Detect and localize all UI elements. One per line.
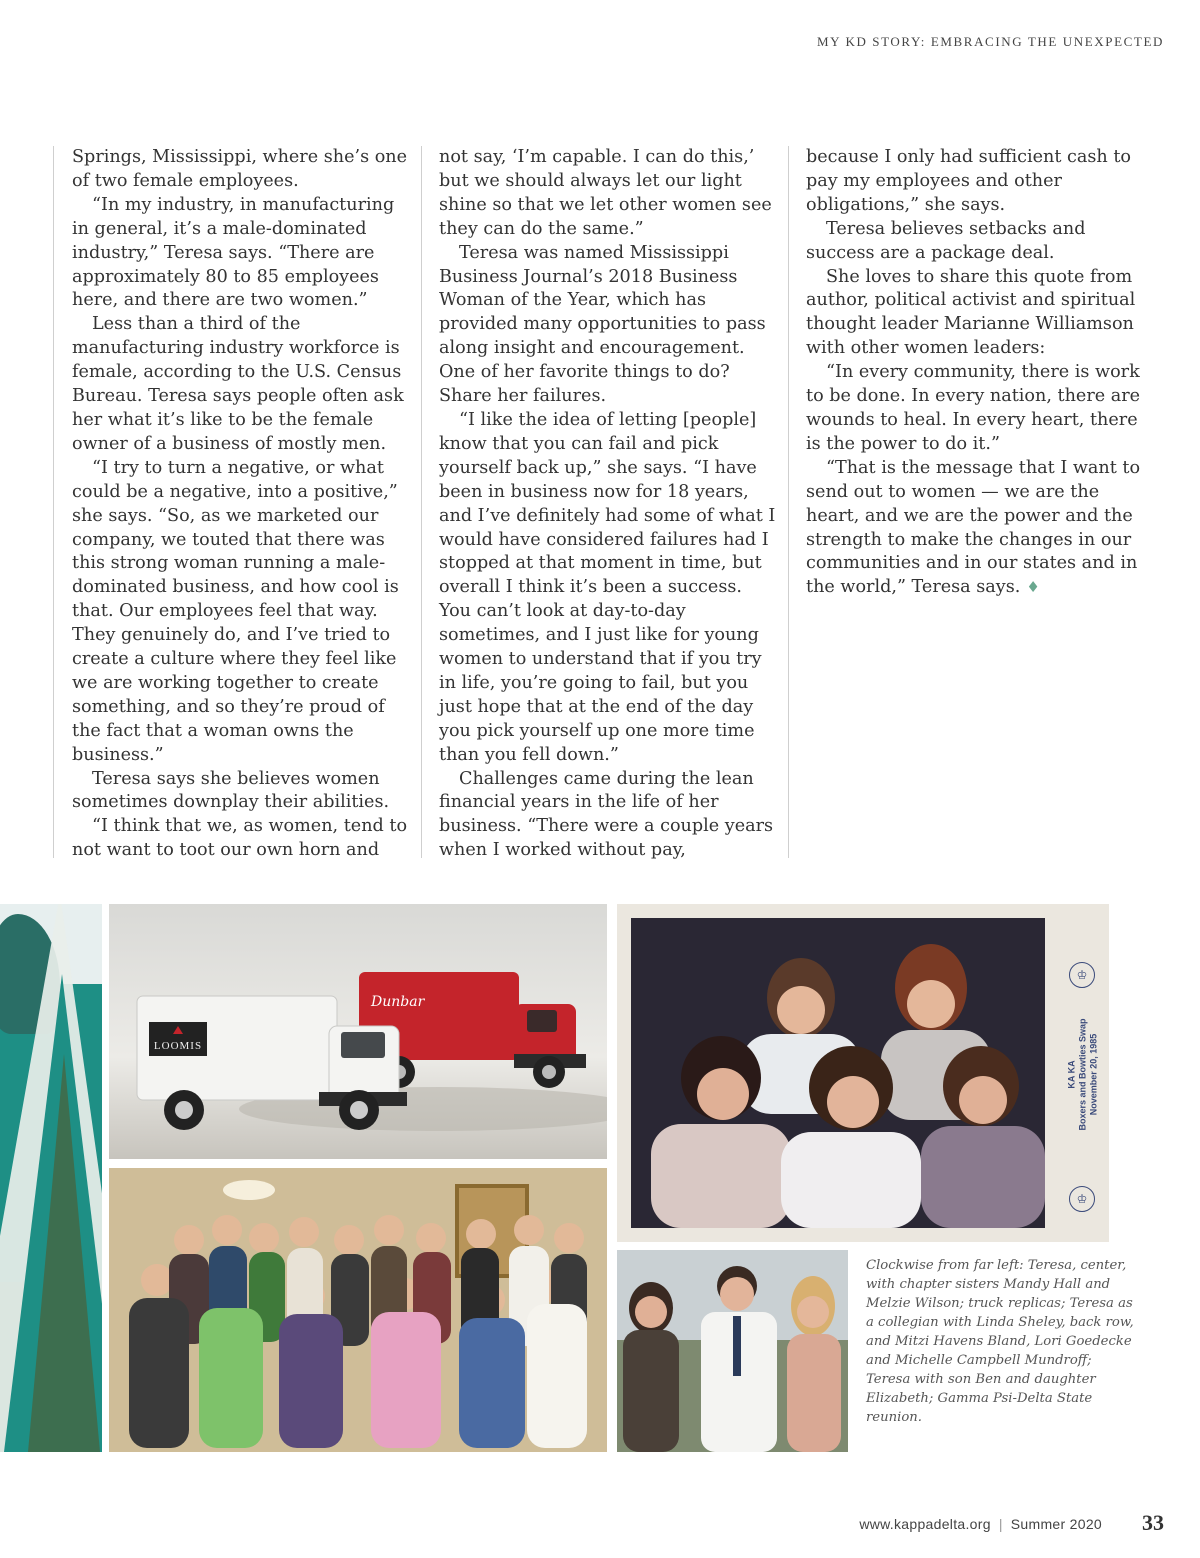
running-head: MY KD STORY: EMBRACING THE UNEXPECTED — [816, 34, 1164, 49]
article-paragraph: “I think that we, as women, tend to not want to toot our own horn and — [72, 816, 408, 861]
photo-caption: Clockwise from far left: Teresa, center, with chapter sisters Mandy Hall and Melzie Wilson; truck replicas; Teresa as a collegian with Linda Sheley, back row, and Mitzi Havens Bland, Lori Goedecke and Michelle Campbell Mundroff; Teresa with son Ben and daughter Elizabeth; Gamma Psi-Delta State reunion. — [866, 1258, 1134, 1425]
article-column-2 — [439, 146, 779, 863]
page-footer — [0, 1498, 1200, 1558]
page-number: 33 — [1142, 1510, 1164, 1535]
crest-icon: ♔ — [1069, 1186, 1095, 1212]
photo-teresa-chapter-sisters — [0, 904, 102, 1452]
vintage-label-line1: KA KA — [1066, 1059, 1077, 1089]
photo-teresa-with-children — [617, 1250, 848, 1452]
article-column-3 — [806, 146, 1146, 600]
article-paragraph-text: “That is the message that I want to send out to women — we are the heart, and we are the power and the strength to make the changes in our communities and in our states and in the world,” Teresa says. — [806, 457, 1141, 598]
footer-url[interactable]: www.kappadelta.org — [859, 1516, 991, 1532]
article-paragraph — [806, 457, 1146, 600]
truck-white-label: LOOMIS — [153, 1040, 203, 1052]
article-paragraph: not say, ‘I’m capable. I can do this,’ but we should always let our light shine so that we let other women see they can do the same.” — [439, 147, 772, 239]
article-paragraph: “I try to turn a negative, or what could be a negative, into a positive,” she says. “So, as we marketed our company, we touted that there was this strong woman running a male-dominated business, and how cool is that. Our employees feel that way. They genuinely do, and I’ve tried to create a culture where they feel like we are working together to create something, and so they’re proud of the fact that a woman owns the business.” — [72, 457, 399, 765]
article-paragraph: because I only had sufficient cash to pay my employees and other obligations,” she says. — [806, 147, 1132, 215]
article-paragraph: She loves to share this quote from author, political activist and spiritual thought leader Marianne Williamson with other women leaders: — [806, 266, 1136, 359]
photo-truck-replicas — [109, 904, 607, 1159]
column-rule — [421, 146, 422, 858]
article-column-1 — [72, 146, 412, 863]
photo-gamma-psi-reunion — [109, 1168, 607, 1452]
vintage-photo-label — [1067, 974, 1099, 1174]
article-paragraph: Challenges came during the lean financial years in the life of her business. “There were a couple years when I worked without pay, — [439, 768, 774, 861]
crest-icon: ♔ — [1069, 962, 1095, 988]
vintage-label-line3: November 20, 1985 — [1088, 1033, 1099, 1115]
article-paragraph: Teresa says she believes women sometimes downplay their abilities. — [72, 768, 390, 813]
article-paragraph: Teresa was named Mississippi Business Journal’s 2018 Business Woman of the Year, which has provided many opportunities to pass along insight and encouragement. One of her favorite things to do? Share her failures. — [439, 242, 766, 407]
end-mark-diamond-icon: ♦ — [1026, 578, 1040, 597]
photo-collegian-sisters — [617, 904, 1109, 1242]
article-paragraph: Teresa believes setbacks and success are a package deal. — [806, 218, 1086, 263]
column-rule — [53, 146, 54, 858]
article-paragraph: Less than a third of the manufacturing industry workforce is female, according to the U.S. Census Bureau. Teresa says people often ask her what it’s like to be the female owner of a business of mostly men. — [72, 314, 404, 454]
footer-publication — [859, 1516, 1102, 1532]
footer-issue: Summer 2020 — [1010, 1516, 1102, 1532]
article-paragraph: “In every community, there is work to be done. In every nation, there are wounds to heal. In every heart, there is the power to do it.” — [806, 362, 1141, 454]
article-paragraph: “I like the idea of letting [people] know that you can fail and pick yourself back up,” she says. “I have been in business now for 18 years, and I’ve definitely had some of what I would have considered failures had I stopped at that moment in time, but overall I think it’s been a success. You can’t look at day-to-day sometimes, and I just like for young women to understand that if you try in life, you’re going to fail, but you just hope that at the end of the day you pick yourself up one more time than you fell down.” — [439, 409, 776, 765]
truck-red-label: Dunbar — [371, 994, 425, 1010]
vintage-label-line2: Boxers and Bowties Swap — [1077, 1017, 1088, 1131]
footer-separator: | — [998, 1516, 1003, 1532]
article-paragraph: “In my industry, in manufacturing in general, it’s a male-dominated industry,” Teresa says. “There are approximately 80 to 85 employees here, and there are two women.” — [72, 194, 395, 311]
article-paragraph: Springs, Mississippi, where she’s one of two female employees. — [72, 147, 408, 191]
column-rule — [788, 146, 789, 858]
